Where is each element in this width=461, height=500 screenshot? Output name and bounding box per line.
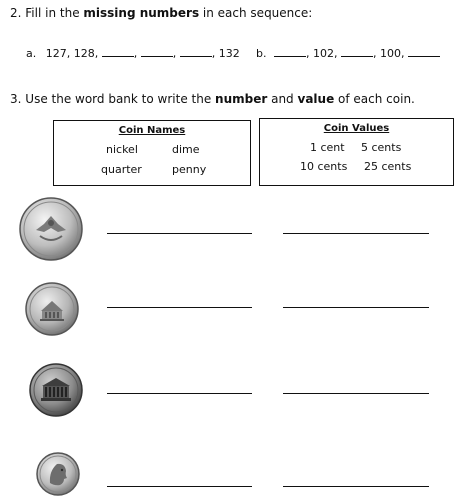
dime-coin-icon — [35, 451, 81, 497]
sequence-a-blank-1[interactable] — [102, 46, 134, 57]
question-3-text-post: of each coin. — [334, 92, 415, 106]
question-2-title — [10, 6, 312, 20]
sequence-b-blank-2[interactable] — [341, 46, 373, 57]
sequence-b-label: b. — [256, 47, 267, 60]
sequence-b-blank-1[interactable] — [274, 46, 306, 57]
coin-value-1-cent: 1 cent — [310, 141, 345, 154]
dime-value-answer-line[interactable] — [283, 486, 429, 487]
question-3-bold-value: value — [297, 92, 335, 106]
dime-name-answer-line[interactable] — [107, 486, 252, 487]
sequence-a-blank-3[interactable] — [180, 46, 212, 57]
sequence-a: a. 127, 128, , , , 132 — [26, 47, 240, 60]
question-2-text-pre: Fill in the — [25, 6, 84, 20]
sequence-b-mid-1: 102, — [312, 47, 338, 60]
coin-value-10-cents: 10 cents — [300, 160, 348, 173]
coin-name-quarter: quarter — [101, 163, 142, 176]
penny-coin-icon — [28, 362, 84, 418]
nickel-coin-icon — [24, 281, 80, 337]
question-2-number: 2. — [10, 6, 22, 20]
coin-value-5-cents: 5 cents — [361, 141, 402, 154]
quarter-value-answer-line[interactable] — [283, 233, 429, 234]
sequence-b-blank-3[interactable] — [408, 46, 440, 57]
question-2-bold-text: missing numbers — [83, 6, 200, 20]
coin-name-nickel: nickel — [106, 143, 138, 156]
coin-values-box — [259, 118, 454, 186]
sequence-a-start: 127, 128, — [45, 47, 99, 60]
question-2-text-post: in each sequence: — [199, 6, 313, 20]
question-3-bold-number: number — [215, 92, 268, 106]
question-3-text-mid: and — [267, 92, 298, 106]
nickel-value-answer-line[interactable] — [283, 307, 429, 308]
coin-names-title: Coin Names — [118, 125, 186, 136]
sequence-b: b. , 102, , 100, — [256, 46, 440, 60]
coin-name-dime: dime — [172, 143, 200, 156]
question-3-number: 3. — [10, 92, 22, 106]
penny-value-answer-line[interactable] — [283, 393, 429, 394]
question-3-title — [10, 92, 415, 106]
quarter-name-answer-line[interactable] — [107, 233, 252, 234]
coin-name-penny: penny — [172, 163, 207, 176]
coin-value-25-cents: 25 cents — [364, 160, 412, 173]
sequence-b-mid-2: 100, — [379, 47, 405, 60]
nickel-name-answer-line[interactable] — [107, 307, 252, 308]
quarter-coin-icon — [18, 196, 84, 262]
question-3-text-pre: Use the word bank to write the — [25, 92, 216, 106]
sequence-a-end: 132 — [218, 47, 240, 60]
coin-values-title: Coin Values — [323, 123, 390, 134]
penny-name-answer-line[interactable] — [107, 393, 252, 394]
sequence-a-label: a. — [26, 47, 37, 60]
coin-names-box — [53, 120, 251, 186]
sequence-a-blank-2[interactable] — [141, 46, 173, 57]
